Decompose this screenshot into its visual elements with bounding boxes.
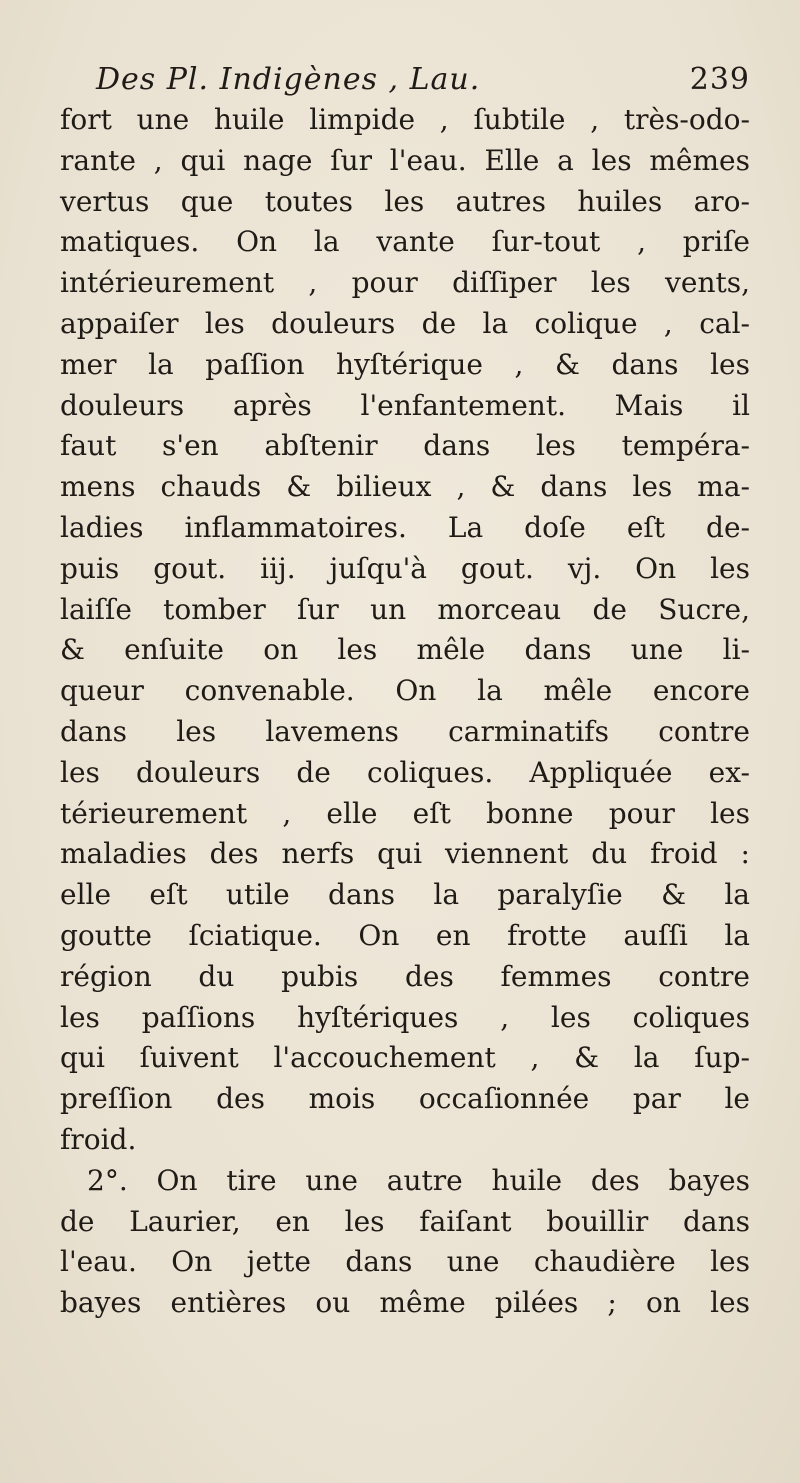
text-line: les douleurs de coliques. Appliquée ex-	[60, 755, 750, 789]
text-line: maladies des nerfs qui viennent du froid :	[60, 837, 750, 871]
text-line: de Laurier, en les faiſant bouillir dans	[60, 1204, 750, 1238]
text-line: douleurs après l'enfantement. Mais il	[60, 388, 750, 422]
text-line: térieurement , elle eſt bonne pour les	[60, 796, 750, 830]
text-line: mens chauds & bilieux , & dans les ma-	[60, 470, 750, 504]
page-header	[96, 62, 750, 102]
text-line: queur convenable. On la mêle encore	[60, 674, 750, 708]
text-line: goutte ſciatique. On en frotte auſſi la	[60, 918, 750, 952]
text-line: fort une huile limpide , ſubtile , très-odo-	[60, 103, 750, 136]
text-line: vertus que toutes les autres huiles aro-	[60, 184, 750, 218]
text-line: elle eſt utile dans la paralyſie & la	[60, 878, 750, 912]
text-line: l'eau. On jette dans une chaudière les	[60, 1245, 750, 1279]
text-line: bayes entières ou même pilées ; on les	[60, 1286, 750, 1320]
text-line: faut s'en abſtenir dans les tempéra-	[60, 429, 750, 463]
text-line: rante , qui nage ſur l'eau. Elle a les mêmes	[60, 143, 750, 177]
body-text	[60, 100, 750, 1324]
text-line: 2°. On tire une autre huile des bayes	[87, 1163, 750, 1197]
text-line: appaiſer les douleurs de la colique , cal-	[60, 306, 750, 340]
text-line: intérieurement , pour diſſiper les vents,	[60, 266, 750, 300]
text-line: laiſſe tomber ſur un morceau de Sucre,	[60, 592, 750, 626]
text-line: puis gout. iij. juſqu'à gout. vj. On les	[60, 551, 750, 585]
text-line: froid.	[60, 1122, 137, 1156]
text-line: dans les lavemens carminatifs contre	[60, 714, 750, 748]
text-line: ladies inflammatoires. La doſe eſt de-	[60, 510, 750, 544]
text-line: mer la paſſion hyſtérique , & dans les	[60, 347, 750, 381]
text-line: qui ſuivent l'accouchement , & la ſup-	[60, 1041, 750, 1075]
running-title: Des Pl. Indigènes , Lau.	[96, 62, 481, 97]
text-line: preſſion des mois occaſionnée par le	[60, 1082, 750, 1116]
text-line: région du pubis des femmes contre	[60, 959, 750, 993]
page-number: 239	[689, 62, 750, 97]
text-line: les paſſions hyſtériques , les coliques	[60, 1000, 750, 1034]
text-line: & enſuite on les mêle dans une li-	[60, 633, 750, 667]
text-line: matiques. On la vante ſur-tout , priſe	[60, 225, 750, 259]
